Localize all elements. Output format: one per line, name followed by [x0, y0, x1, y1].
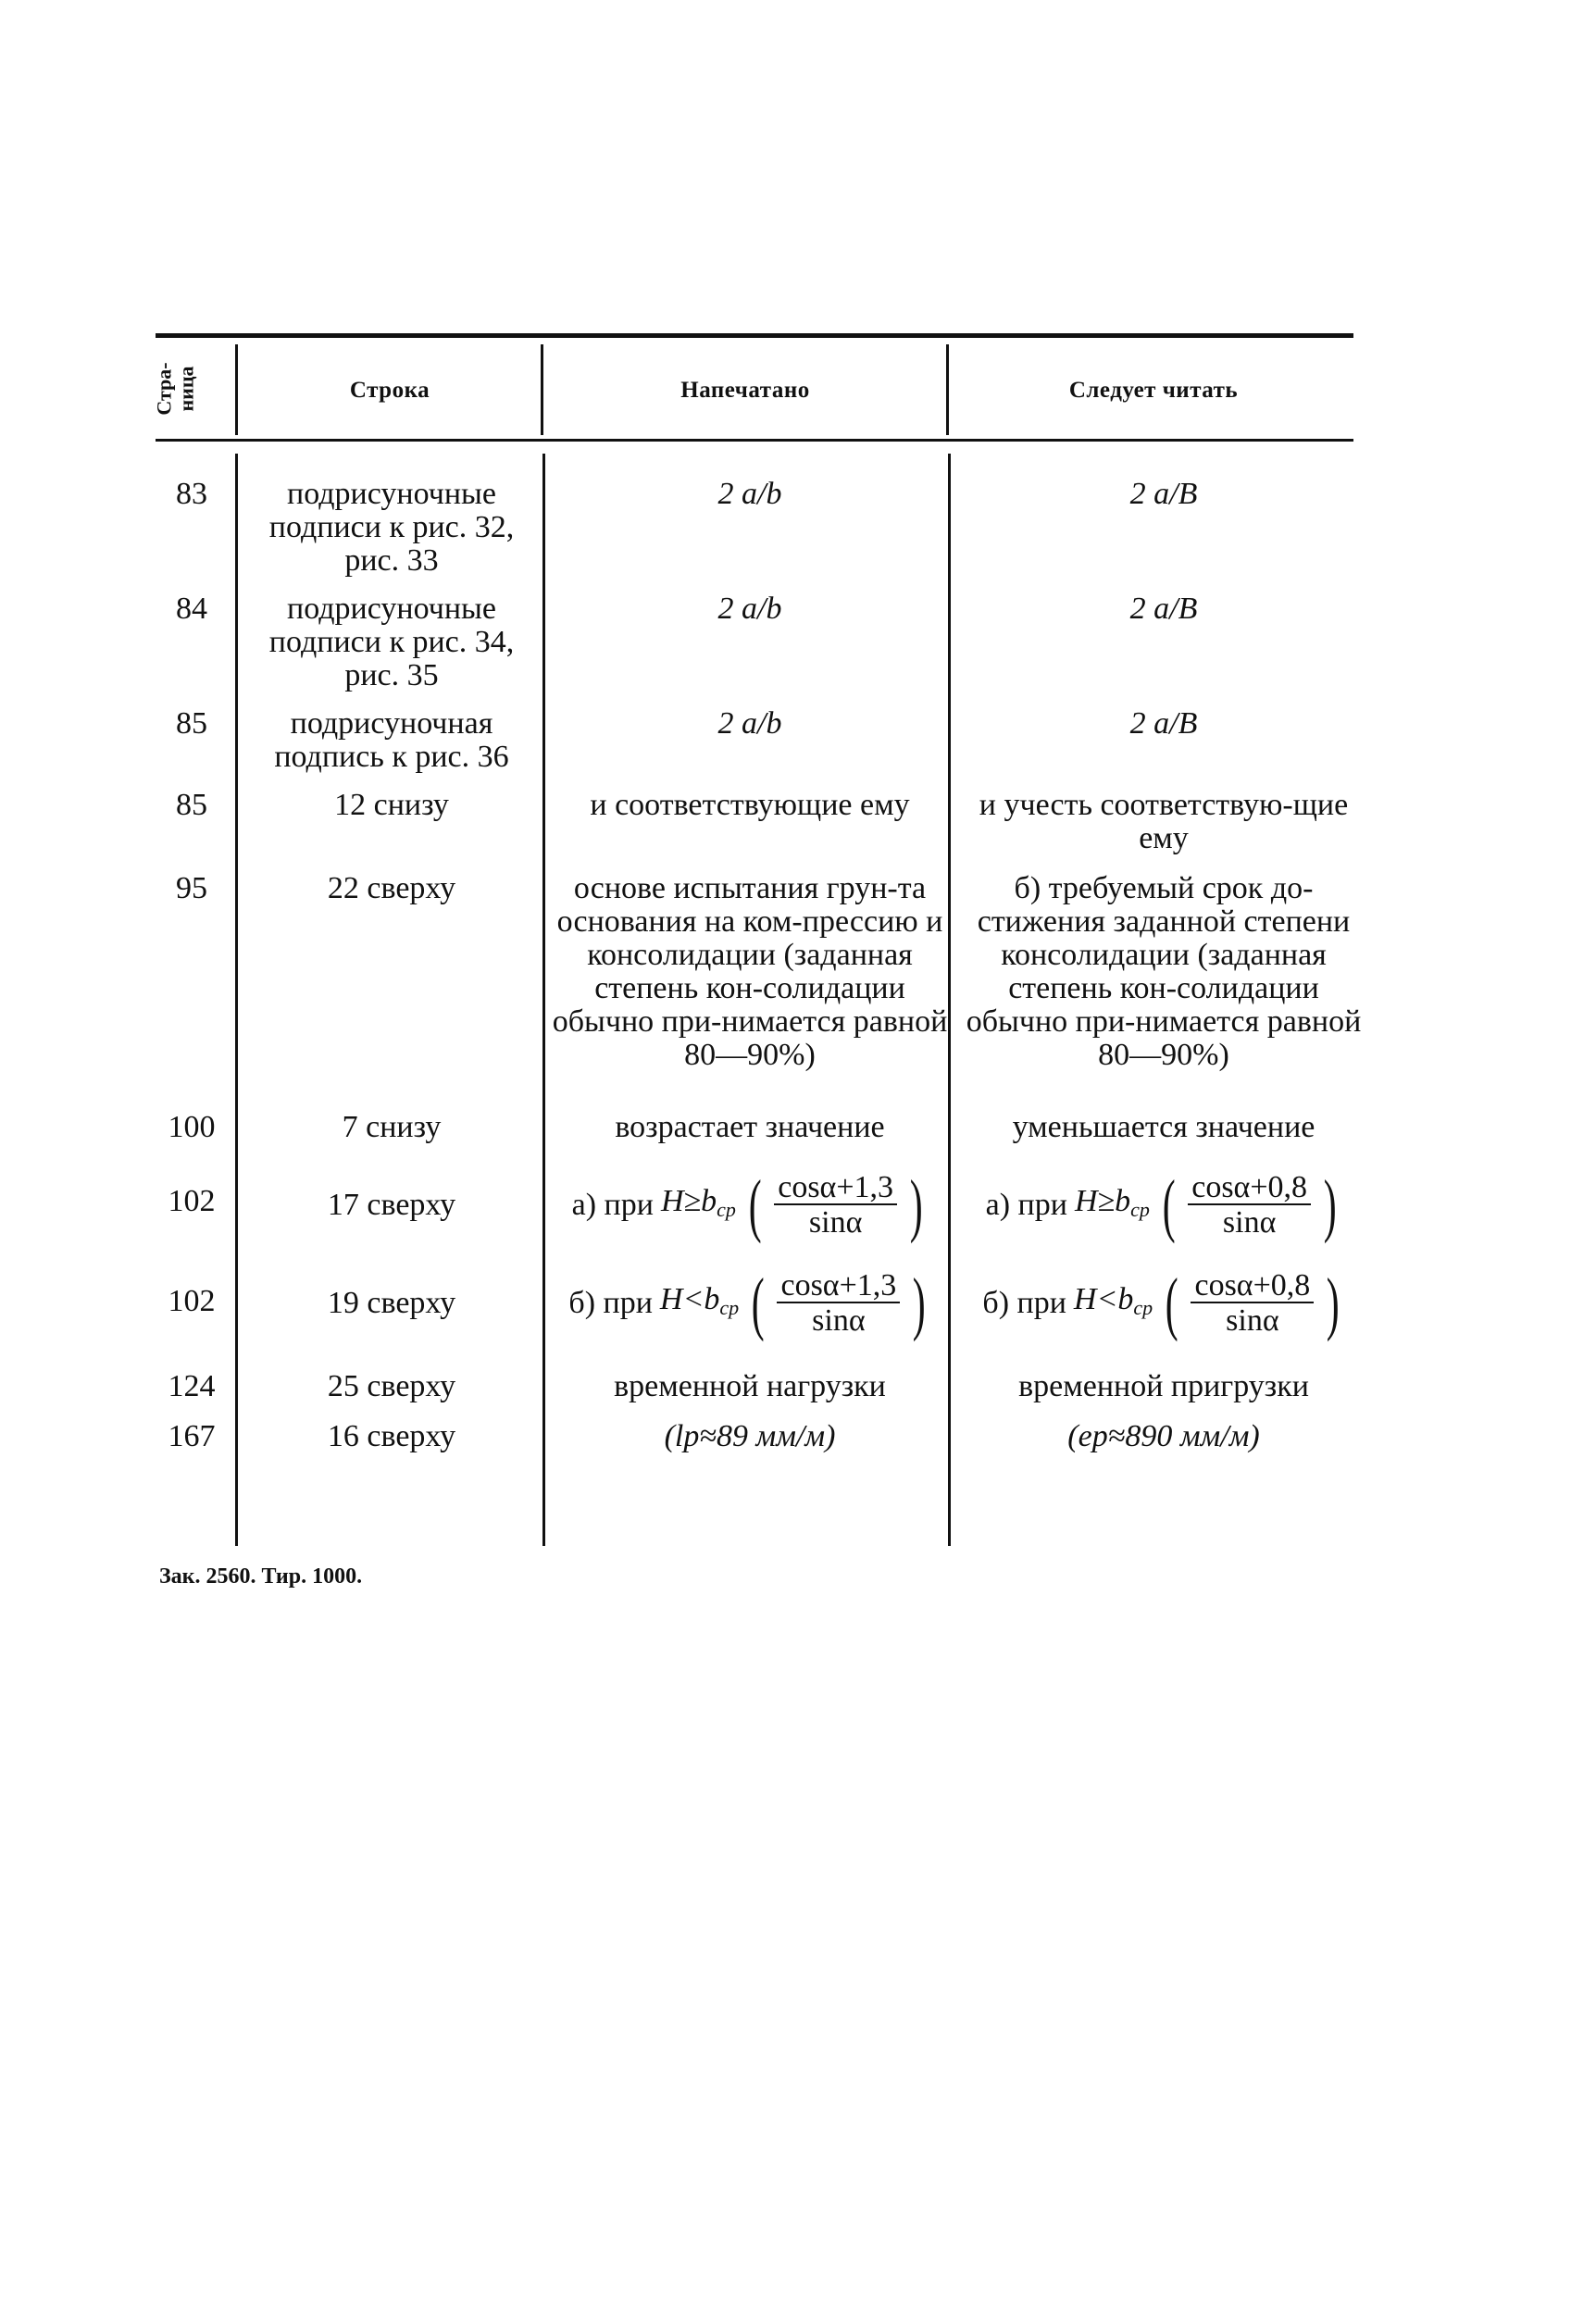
- formula-right-paren: ): [1326, 1265, 1340, 1342]
- formula-prefix: а) при: [571, 1188, 654, 1222]
- formula-relation: H<b: [659, 1281, 720, 1316]
- table-header-rule: [156, 439, 1353, 442]
- column-divider-1: [235, 344, 238, 435]
- formula-subscript: ср: [719, 1295, 740, 1319]
- table-row-should-read: и учесть соответствую-щие ему: [979, 788, 1349, 855]
- table-row-should-read: б) требуемый срок до-стижения заданной степени консолидации (заданная степень кон-солидации обычно при-нимается равной 80—90%): [966, 871, 1362, 1072]
- formula-subscript: ср: [1133, 1295, 1153, 1319]
- header-line: Строка: [349, 378, 430, 403]
- formula-relation: H≥b: [660, 1183, 717, 1218]
- table-row-printed: (lр≈89 мм/м): [664, 1419, 836, 1453]
- table-row-should-read: 2 a/B: [1129, 592, 1198, 626]
- table-row-should-read: (eр≈890 мм/м): [1067, 1419, 1260, 1453]
- formula-numerator: cosα+1,3: [777, 1270, 900, 1303]
- header-should-read: Следует читать: [1068, 378, 1239, 403]
- formula: [982, 1265, 1344, 1342]
- table-row-line: 16 сверху: [327, 1419, 456, 1453]
- table-row-should-read: временной пригрузки: [1018, 1369, 1309, 1403]
- table-row-printed: основе испытания грун-та основания на ком-прессию и консолидации (заданная степень кон-солидации обычно при-нимается равной 80—90%): [552, 871, 948, 1072]
- formula-denominator: sinα: [1226, 1303, 1279, 1338]
- formula-fraction: [777, 1270, 900, 1337]
- formula-denominator: sinα: [812, 1303, 866, 1338]
- table-row-line: 22 сверху: [327, 871, 456, 905]
- header-printed: Напечатано: [680, 378, 810, 403]
- table-row-page: 83: [176, 477, 207, 511]
- table-row-line: 17 сверху: [327, 1188, 456, 1222]
- table-row-page: 124: [168, 1369, 216, 1403]
- print-info-footer: Зак. 2560. Тир. 1000.: [159, 1564, 363, 1589]
- formula-right-paren: ): [1323, 1166, 1337, 1244]
- formula-right-paren: ): [912, 1265, 926, 1342]
- table-row-printed: 2 a/b: [717, 477, 782, 511]
- table-row-printed: 2 a/b: [717, 706, 782, 741]
- table-row-should-read-formula: [955, 1265, 1372, 1342]
- table-row-printed: временной нагрузки: [614, 1369, 886, 1403]
- table-row-printed: возрастает значение: [615, 1110, 885, 1144]
- table-row-printed: 2 a/b: [717, 592, 782, 626]
- formula: [571, 1166, 929, 1244]
- table-row-should-read: уменьшается значение: [1012, 1110, 1315, 1144]
- formula-denominator: sinα: [808, 1205, 863, 1240]
- formula-fraction: [1191, 1270, 1314, 1337]
- table-row-line: подрисуночная подпись к рис. 36: [274, 706, 509, 774]
- formula-relation: H≥b: [1074, 1183, 1131, 1218]
- table-row-line: 25 сверху: [327, 1369, 456, 1403]
- table-row-page: 85: [176, 706, 207, 741]
- formula-relation: H<b: [1073, 1281, 1134, 1316]
- formula-prefix: а) при: [985, 1188, 1067, 1222]
- formula-subscript: ср: [1130, 1197, 1150, 1221]
- formula-numerator: cosα+0,8: [1191, 1270, 1314, 1303]
- formula-left-paren: (: [1162, 1166, 1176, 1244]
- table-row-page: 85: [176, 788, 207, 822]
- table-row-line: 19 сверху: [327, 1286, 456, 1320]
- formula-numerator: cosα+0,8: [1188, 1172, 1311, 1205]
- formula-fraction: [774, 1172, 897, 1239]
- column-divider-2: [541, 344, 543, 435]
- formula-prefix: б) при: [982, 1286, 1066, 1320]
- formula-right-paren: ): [909, 1166, 923, 1244]
- formula: [568, 1265, 930, 1342]
- table-row-printed-formula: [548, 1265, 952, 1342]
- table-top-rule: [156, 333, 1353, 338]
- formula-left-paren: (: [1165, 1265, 1178, 1342]
- table-row-page: 102: [168, 1284, 216, 1318]
- table-row-page: 84: [176, 592, 207, 626]
- formula-denominator: sinα: [1222, 1205, 1277, 1240]
- table-row-line: 7 снизу: [342, 1110, 442, 1144]
- formula-left-paren: (: [751, 1265, 765, 1342]
- formula-prefix: б) при: [568, 1286, 653, 1320]
- formula-subscript: ср: [717, 1197, 736, 1221]
- table-row-page: 102: [168, 1184, 216, 1218]
- table-row-page: 95: [176, 871, 207, 905]
- table-row-line: подрисуночные подписи к рис. 34, рис. 35: [268, 592, 515, 692]
- table-row-should-read-formula: [955, 1166, 1372, 1244]
- table-row-should-read: 2 a/B: [1129, 477, 1198, 511]
- table-row-should-read: 2 a/B: [1129, 706, 1198, 741]
- table-row-page: 100: [168, 1110, 216, 1144]
- formula-fraction: [1188, 1172, 1311, 1239]
- formula: [985, 1166, 1342, 1244]
- table-row-printed-formula: [548, 1166, 952, 1244]
- formula-left-paren: (: [748, 1166, 762, 1244]
- formula-numerator: cosα+1,3: [774, 1172, 897, 1205]
- header-page: [146, 356, 206, 421]
- table-row-line: 12 снизу: [334, 788, 449, 822]
- table-row-line: подрисуночные подписи к рис. 32, рис. 33: [268, 477, 515, 578]
- column-divider-3: [946, 344, 949, 435]
- header-page-text: Стра- ница: [152, 362, 198, 416]
- table-row-page: 167: [168, 1419, 216, 1453]
- table-row-printed: и соответствующие ему: [590, 788, 910, 822]
